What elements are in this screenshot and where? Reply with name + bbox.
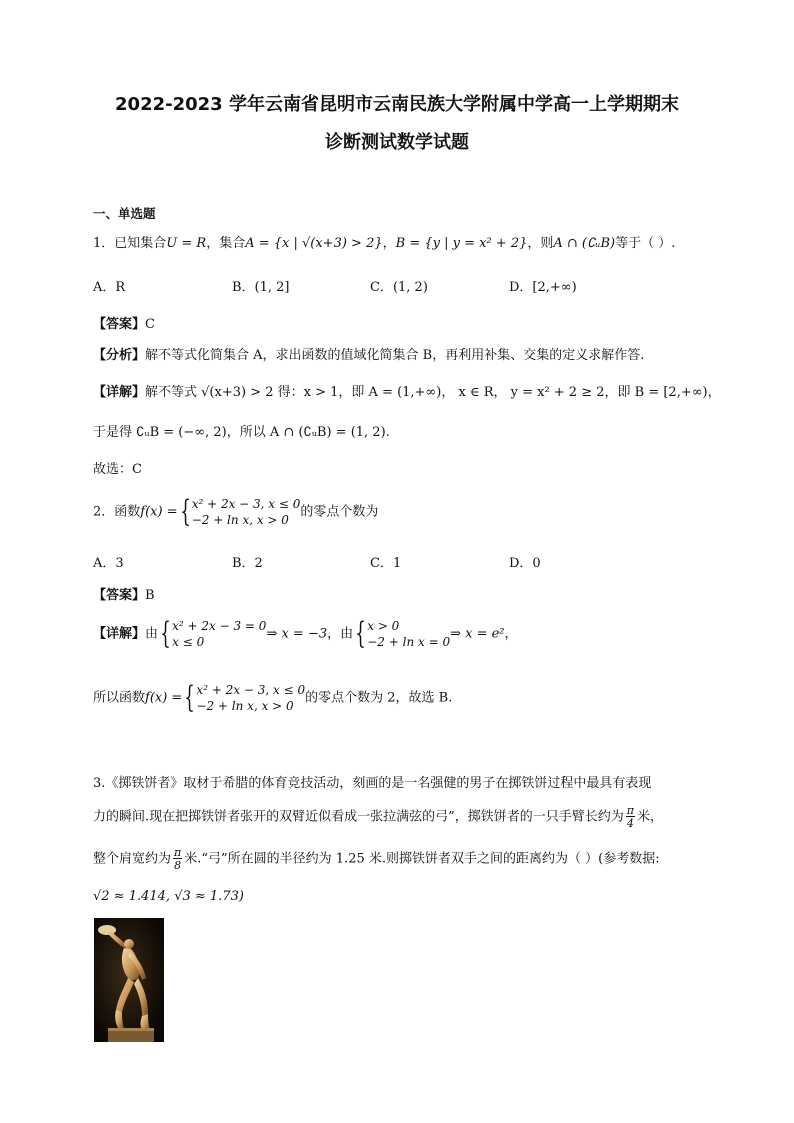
q3-frac2-num: π	[174, 846, 182, 859]
q3-line-2b: 米，	[637, 809, 664, 825]
q1-detail-line-2: 于是得 ∁ᵤB = (−∞, 2)，所以 A ∩ (∁ᵤB) = (1, 2).	[93, 425, 390, 440]
q1-analysis-text: 解不等式化简集合 A，求出函数的值域化简集合 B，再利用补集、交集的定义求解作答.	[145, 348, 645, 363]
q2-option-c: C．1	[370, 556, 402, 571]
q2-option-a: A．3	[93, 556, 124, 571]
q2-answer	[93, 584, 155, 603]
doc-title-line-1: 2022-2023 学年云南省昆明市云南民族大学附属中学高一上学期期末	[115, 94, 679, 115]
q2-case-2: −2 + ln x, x > 0	[191, 513, 289, 528]
discus-thrower-image	[94, 918, 164, 1042]
q2-stem-prefix: 2．函数	[93, 504, 141, 520]
q2-answer-value: B	[145, 588, 155, 603]
q1-option-b: B．(1, 2]	[232, 280, 290, 295]
q1-detail-text-1: 解不等式 √(x+3) > 2 得：x > 1，即 A = (1,+∞)， x ∈ R， y = x² + 2 ≥ 2，即 B = [2,+∞)，	[145, 385, 721, 400]
q3-line-2	[93, 805, 663, 829]
q2-system-1-eq: x² + 2x − 3 = 0	[172, 619, 267, 633]
q1-option-a: A．R	[93, 280, 126, 295]
q3-line-4: √2 ≈ 1.414, √3 ≈ 1.73)	[93, 889, 244, 904]
q1-set-a: A = {x | √(x+3) > 2}	[245, 236, 383, 251]
q1-detail-line-1	[93, 381, 721, 400]
q2-function-name: f(x) =	[140, 504, 178, 520]
analysis-tag: 【分析】	[93, 348, 146, 363]
q1-option-d: D．[2,+∞)	[509, 280, 577, 295]
detail-tag: 【详解】	[93, 385, 146, 400]
q2-system-1	[172, 618, 266, 650]
q1-stem-end: 等于（ ）.	[615, 236, 676, 251]
q2-result-2: ⇒ x = e²	[450, 626, 505, 642]
q2-stem: 2．函数f(x) ={ x² + 2x − 3, x ≤ 0 −2 + ln x, x > 0 的零点个数为	[93, 494, 379, 530]
q3-fraction-shoulder	[173, 847, 182, 871]
q3-line-1: 3.《掷铁饼者》取材于希腊的体育竞技活动，刻画的是一名强健的男子在掷铁饼过程中最具有表现	[93, 776, 652, 791]
q3-frac1-den: 4	[626, 817, 634, 830]
q3-line-3	[93, 847, 660, 871]
q2-option-d: D．0	[509, 556, 541, 571]
q1-analysis	[93, 344, 644, 363]
q2-system-1-cond: x ≤ 0	[172, 635, 205, 650]
q2-stem-end: 的零点个数为	[300, 504, 379, 520]
q1-option-c: C．(1, 2)	[370, 280, 428, 295]
q2-system-2	[367, 618, 450, 650]
q2-system-2-eq: −2 + ln x = 0	[367, 635, 451, 650]
q2-system-2-cond: x > 0	[367, 619, 400, 633]
q1-answer	[93, 313, 155, 332]
q2-detail-you-2: ，由	[327, 626, 354, 642]
q2-conclusion: 所以函数f(x) ={ x² + 2x − 3, x ≤ 0 −2 + ln x, x > 0 的零点个数为 2，故选 B.	[93, 680, 453, 716]
q2-piecewise	[192, 496, 301, 528]
q1-stem: 1．已知集合U = R，集合A = {x | √(x+3) > 2}，B = {y | y = x² + 2}，则A ∩ (∁ᵤB)等于（ ）.	[93, 236, 676, 251]
q3-line-2a: 力的瞬间.现在把掷铁饼者张开的双臂近似看成一张拉满弦的弓”，掷铁饼者的一只手臂长约为	[93, 809, 624, 825]
q2-comma: ，	[504, 626, 518, 642]
q2-case-1b: x² + 2x − 3, x ≤ 0	[196, 683, 306, 697]
q3-line-3b: 米.“弓”所在圆的半径约为 1.25 米.则掷铁饼者双手之间的距离约为（ ）(参考数据:	[184, 851, 660, 867]
q2-piecewise-2	[196, 682, 305, 714]
q1-stem-mid1: ，集合	[206, 236, 246, 251]
detail-tag: 【详解】	[93, 626, 146, 642]
q2-case-1: x² + 2x − 3, x ≤ 0	[191, 497, 301, 511]
section-heading: 一、单选题	[93, 206, 156, 221]
q2-conclusion-end: 的零点个数为 2，故选 B.	[305, 690, 453, 706]
q1-stem-prefix: 1．已知集合	[93, 236, 167, 251]
q2-detail: 【详解】由{ x² + 2x − 3 = 0 x ≤ 0 ⇒ x = −3，由{ x > 0 −2 + ln x = 0 ⇒ x = e²，	[93, 616, 518, 652]
q2-case-2b: −2 + ln x, x > 0	[196, 699, 294, 714]
q3-fraction-arm	[626, 805, 635, 829]
q1-choose: 故选：C	[93, 462, 142, 477]
doc-title-line-2: 诊断测试数学试题	[325, 132, 469, 153]
q1-expression: A ∩ (∁ᵤB)	[553, 236, 616, 251]
q1-set-b: B = {y | y = x² + 2}	[395, 236, 528, 251]
q3-line-3a: 整个肩宽约为	[93, 851, 172, 867]
q1-answer-value: C	[145, 317, 155, 332]
discus-thrower-figure	[94, 918, 164, 1042]
q2-function-name-2: f(x) =	[145, 690, 183, 706]
q1-universal-set: U = R	[166, 236, 207, 251]
q2-option-b: B．2	[232, 556, 263, 571]
q2-detail-you: 由	[145, 626, 159, 642]
q2-conclusion-prefix: 所以函数	[93, 690, 146, 706]
q3-frac1-num: π	[626, 804, 635, 817]
answer-tag: 【答案】	[93, 317, 146, 332]
q3-frac2-den: 8	[174, 859, 182, 872]
q2-result-1: ⇒ x = −3	[266, 626, 328, 642]
answer-tag: 【答案】	[93, 588, 146, 603]
q1-stem-mid2: ，则	[527, 236, 554, 251]
